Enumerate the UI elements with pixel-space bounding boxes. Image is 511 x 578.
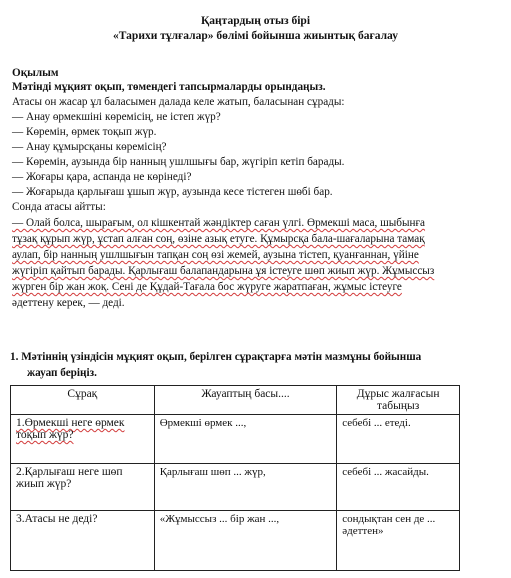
col-header-answer-start: Жауаптың басы....: [154, 386, 337, 415]
col-header-continuation: Дұрыс жалғасын табыңыз: [337, 386, 460, 415]
answer-table: [10, 385, 460, 571]
text-line: Атасы он жасар ұл баласымен далада келе жатып, баласынан сұрады:: [12, 96, 345, 108]
table-row: [11, 511, 460, 571]
header-date: Қаңтардың отыз бірі: [200, 15, 311, 27]
text-line: — Анау өрмекшіні көремісің, не істеп жүр?: [12, 111, 221, 123]
continuation-cell: сондықтан сен де ... әдеттен»: [337, 511, 460, 571]
continuation-cell: себебі ... етеді.: [337, 415, 460, 464]
answer-start-cell: Өрмекші өрмек ...,: [154, 415, 337, 464]
answer-start-cell: Қарлығаш шөп ... жүр,: [154, 464, 337, 511]
table-header-row: [11, 386, 460, 415]
col-header-question: Сұрақ: [11, 386, 155, 415]
text-line: — Олай болса, шырағым, ол кішкентай жәндіктер саған үлгі. Өрмекші маса, шыбынға: [12, 217, 426, 229]
question-cell: 2.Қарлығаш неге шөп жиып жүр?: [11, 464, 155, 511]
header-title: «Тарихи тұлғалар» бөлімі бойынша жиынтық бағалау: [113, 30, 398, 42]
text-line: әдеттену керек, — деді.: [12, 297, 125, 309]
text-line: тұзақ құрып жүр, ұстап алған соң, өзіне азық етуге. Құмырсқа бала-шағаларына тамақ: [12, 233, 425, 245]
text-line: — Жоғары қара, аспанда не көрінеді?: [12, 171, 192, 183]
question-cell: 1.Өрмекші неге өрмек тоқып жүр?: [11, 415, 155, 464]
question-cell: 3.Атасы не деді?: [11, 511, 155, 571]
text-line: Сонда атасы айтты:: [12, 201, 106, 213]
text-line: — Көремін, аузында бір нанның ушлшығы бар, жүгіріп кетіп барады.: [12, 156, 345, 168]
task-title-cont: жауап беріңіз.: [27, 367, 97, 379]
text-line: — Анау құмырсқаны көремісің?: [12, 141, 167, 153]
section-label: Оқылым: [12, 67, 59, 79]
text-line: — Жоғарыда қарлығаш ұшып жүр, аузында кесе тістеген шөбі бар.: [12, 186, 333, 198]
text-line: жүрген бір жан жоқ. Сені де Құдай-Тағала бос жүруге жаратпаған, жұмыс істеуге: [12, 281, 402, 293]
continuation-cell: себебі ... жасайды.: [337, 464, 460, 511]
table-row: [11, 415, 460, 464]
text-line: — Көремін, өрмек тоқып жүр.: [12, 126, 157, 138]
table-row: [11, 464, 460, 511]
task-title: 1. Мәтіннің үзіндісін мұқият оқып, берілген сұрақтарға мәтін мазмұны бойынша: [10, 351, 422, 363]
answer-start-cell: «Жұмыссыз ... бір жан ...,: [154, 511, 337, 571]
text-line: жүгіріп қайтып барады. Қарлығаш балапандарына ұя істеуге шөп жиып жүр. Жұмыссыз: [12, 265, 435, 277]
instruction: Мәтінді мұқият оқып, төмендегі тапсырмаларды орындаңыз.: [12, 81, 326, 93]
text-line: аулап, бір нанның ушлшығын тапқан соң өзі жемей, аузына тістеп, қуанғаннан, үйіне: [12, 249, 419, 261]
